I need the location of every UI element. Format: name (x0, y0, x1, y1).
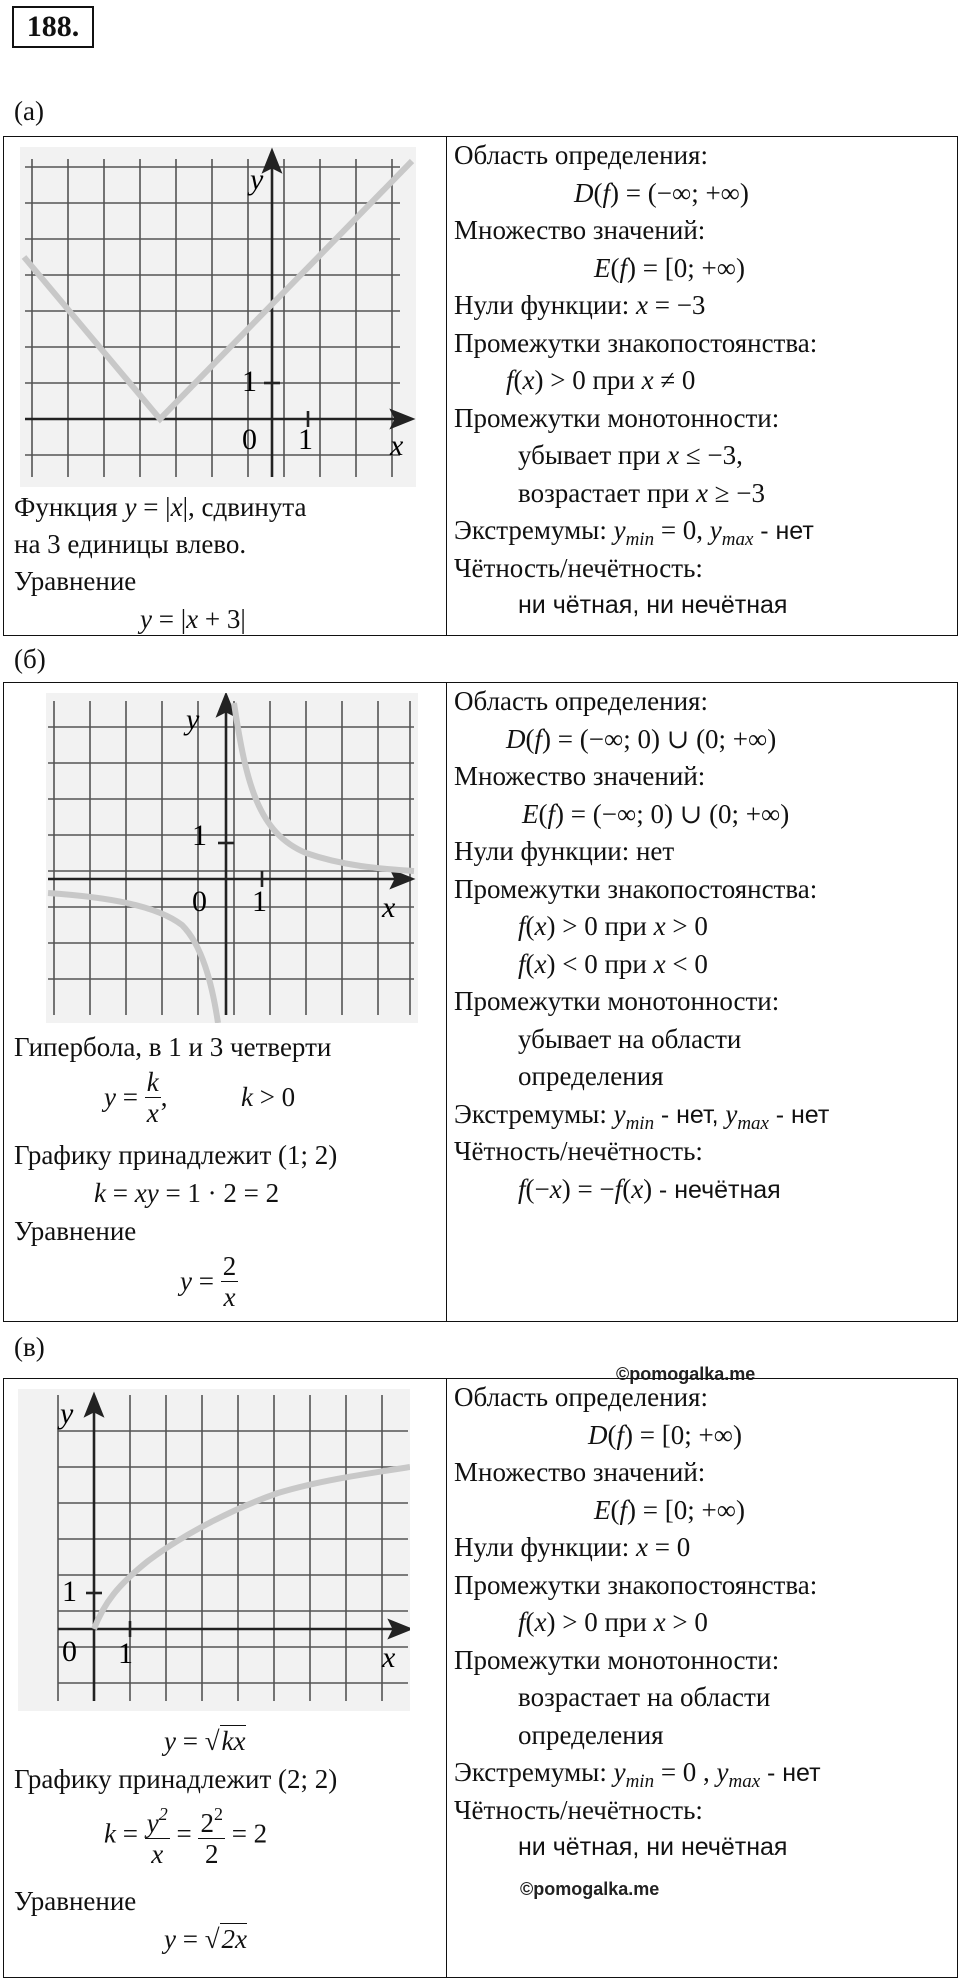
part-a-properties (454, 137, 953, 635)
mono-b-2: определения (518, 1061, 664, 1091)
part-a-box (3, 136, 958, 636)
domain-b: D(f) = (−∞; 0) ∪ (0; +∞) (506, 723, 777, 754)
range-b: E(f) = (−∞; 0) ∪ (0; +∞) (522, 798, 790, 829)
part-a-desc-1: Функция y = |x|, сдвинута (14, 492, 307, 522)
graph-a-zero: 0 (242, 423, 257, 456)
extrema-b: Экстремумы: $y_{min}$ - нет, $y_{max}$ - нет (454, 1098, 830, 1134)
part-b-box (3, 682, 958, 1322)
sign-label-c: Промежутки знакопостоянства: (454, 1569, 818, 1600)
parity-c: ни чётная, ни нечётная (518, 1833, 788, 1861)
part-c-desc-4: Уравнение (14, 1886, 137, 1916)
range-c: E(f) = [0; +∞) (594, 1494, 745, 1525)
part-a-left (4, 137, 446, 635)
range-label-c: Множество значений: (454, 1457, 706, 1487)
part-a-desc-3: Уравнение (14, 566, 137, 596)
part-label-c: (в) (14, 1332, 45, 1362)
mono-a-1: убывает при x ≤ −3, (518, 440, 743, 470)
mono-b-1: убывает на области (518, 1023, 742, 1054)
mono-label-c: Промежутки монотонности: (454, 1644, 780, 1675)
part-b-desc-3: Графику принадлежит (1; 2) (14, 1140, 338, 1170)
part-b-equation: y = $\frac{2}{x}$ (180, 1251, 237, 1312)
parity-label-a: Чётность/нечётность: (454, 552, 703, 583)
part-c-formula: y = √kx (164, 1726, 246, 1756)
zeros-c: Нули функции: x = 0 (454, 1532, 691, 1562)
graph-c-zero: 0 (62, 1635, 77, 1668)
graph-a-one-x: 1 (298, 423, 313, 456)
domain-a: D(f) = (−∞; +∞) (574, 177, 749, 208)
range-a: E(f) = [0; +∞) (594, 252, 745, 283)
part-c-left (4, 1379, 446, 1977)
mono-label-b: Промежутки монотонности: (454, 986, 780, 1016)
graph-b-one-y: 1 (192, 819, 207, 852)
sign-label-a: Промежутки знакопостоянства: (454, 327, 818, 358)
watermark-top: ©pomogalka.me (616, 1364, 756, 1384)
part-b-formula: y = $\frac{k}{x}$ , k > 0 (104, 1067, 296, 1128)
graph-a-y-label: y (250, 163, 264, 196)
task-number: 188. (12, 6, 94, 48)
part-b-cond: k > 0 (240, 1081, 296, 1112)
mono-label-a: Промежутки монотонности: (454, 402, 780, 433)
mono-a-2: возрастает при x ≥ −3 (518, 477, 766, 508)
mono-c-2: определения (518, 1719, 664, 1750)
part-label-b: (б) (14, 644, 46, 674)
part-b-properties (454, 683, 953, 1321)
watermark-bottom: ©pomogalka.me (520, 1879, 660, 1899)
graph-b (46, 693, 418, 1023)
domain-label-a: Область определения: (454, 140, 708, 170)
part-c-equation: y = √2x (164, 1924, 248, 1954)
part-b-kcalc: k = xy = 1 · 2 = 2 (94, 1178, 280, 1208)
graph-c-one-x: 1 (118, 1637, 133, 1670)
graph-c-y-label: y (60, 1397, 74, 1430)
part-b-left (4, 683, 446, 1321)
extrema-c: Экстремумы: $y_{min} = 0$ , $y_{max}$ - нет (454, 1757, 821, 1792)
graph-c-one-y: 1 (62, 1575, 77, 1608)
parity-label-c: Чётность/нечётность: (454, 1794, 703, 1825)
sign-b-1: f(x) > 0 при x > 0 (518, 911, 708, 941)
parity-label-b: Чётность/нечётность: (454, 1136, 703, 1166)
graph-b-y-label: y (186, 703, 200, 736)
domain-label-b: Область определения: (454, 686, 708, 716)
part-a-desc-2: на 3 единицы влево. (14, 529, 247, 559)
zeros-b: Нули функции: нет (454, 836, 675, 866)
graph-b-one-x: 1 (252, 885, 267, 918)
part-c-box (3, 1378, 958, 1978)
parity-a: ни чётная, ни нечётная (518, 591, 788, 619)
part-b-desc-5: Уравнение (14, 1216, 137, 1246)
graph-a-one-y: 1 (242, 365, 257, 398)
part-c-kcalc: k = $\frac{y^2}{x}$ = $\frac{2^2}{2}$ = 2 (104, 1799, 267, 1875)
mono-c-1: возрастает на области (518, 1682, 771, 1712)
part-b-desc-1: Гипербола, в 1 и 3 четверти (14, 1032, 332, 1062)
domain-label-c: Область определения: (454, 1382, 708, 1412)
graph-c-x-label: x (382, 1641, 396, 1674)
extrema-a: Экстремумы: $y_{min} = 0$, $y_{max}$ - нет (454, 515, 814, 550)
range-label-a: Множество значений: (454, 215, 706, 245)
part-c-desc-2: Графику принадлежит (2; 2) (14, 1764, 338, 1794)
sign-label-b: Промежутки знакопостоянства: (454, 873, 818, 904)
graph-c (18, 1389, 410, 1711)
zeros-a: Нули функции: x = −3 (454, 290, 706, 320)
graph-b-x-label: x (382, 891, 396, 924)
graph-a (20, 147, 416, 487)
sign-c-1: f(x) > 0 при x > 0 (518, 1607, 708, 1637)
graph-b-zero: 0 (192, 885, 207, 918)
parity-b: f(−x) = −f(x) - нечётная (518, 1173, 781, 1204)
range-label-b: Множество значений: (454, 761, 706, 791)
sign-b-2: f(x) < 0 при x < 0 (518, 948, 708, 979)
part-label-a: (а) (14, 96, 44, 126)
sign-a-1: f(x) > 0 при x ≠ 0 (506, 365, 696, 395)
part-a-equation: y = |x + 3| (140, 604, 246, 634)
domain-c: D(f) = [0; +∞) (588, 1419, 742, 1450)
graph-a-x-label: x (390, 429, 404, 462)
